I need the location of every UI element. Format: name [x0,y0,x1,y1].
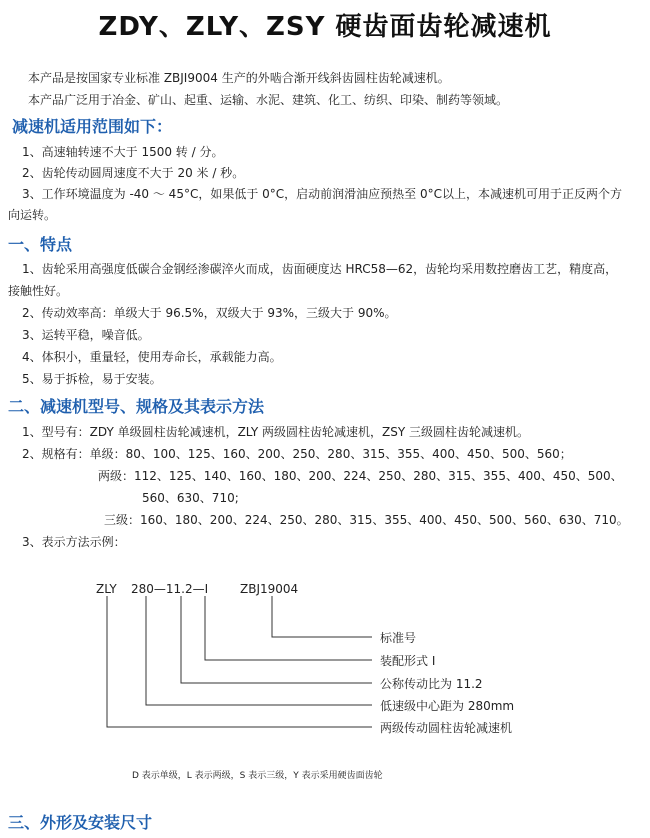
feature-item-1-cont: 接触性好。 [8,284,69,298]
feature-item-4: 4、体积小，重量轻，使用寿命长，承载能力高。 [22,350,282,364]
scope-item-1: 1、高速轴转速不大于 1500 转 / 分。 [22,145,224,159]
feature-item-5: 5、易于拆检，易于安装。 [22,372,162,386]
intro-line-1: 本产品是按国家专业标准 ZBJI9004 生产的外啮合渐开线斜齿圆柱齿轮减速机。 [28,71,450,85]
model-item-2-two-stage-cont: 560、630、710; [142,491,239,505]
features-heading: 一、特点 [8,235,73,254]
leader-line-standard [272,596,372,637]
label-center-distance: 低速级中心距为 280mm [380,699,515,713]
leader-line-assembly [205,596,372,660]
models-heading: 二、减速机型号、规格及其表示方法 [8,397,265,416]
scope-item-2: 2、齿轮传动圆周速度不大于 20 米 / 秒。 [22,166,245,180]
intro-line-2: 本产品广泛用于冶金、矿山、起重、运输、水泥、建筑、化工、纺织、印染、制药等领域。 [28,93,509,107]
designation-code-zly: ZLY [96,582,117,596]
label-ratio: 公称传动比为 11.2 [380,677,483,691]
label-type: 两级传动圆柱齿轮减速机 [380,721,513,735]
model-item-2-two-stage: 两级：112、125、140、160、180、200、224、250、280、315、355、400、450、500、 [98,469,623,483]
feature-item-2: 2、传动效率高：单级大于 96.5%，双级大于 93%，三级大于 90%。 [22,306,397,320]
designation-note: D 表示单级，L 表示两级，S 表示三级，Y 表示采用硬齿面齿轮 [132,771,383,781]
page-title: ZDY、ZLY、ZSY 硬齿面齿轮减速机 [98,12,552,42]
designation-code-standard: ZBJ19004 [240,582,299,596]
leader-line-type [107,596,372,727]
leader-line-ratio [181,596,372,683]
scope-item-3-cont: 向运转。 [8,208,57,222]
leader-line-center-distance [146,596,372,705]
label-assembly: 装配形式 I [380,654,436,668]
model-item-1: 1、型号有：ZDY 单级圆柱齿轮减速机，ZLY 两级圆柱齿轮减速机，ZSY 三级圆柱齿轮减速机。 [22,425,530,439]
model-item-2: 2、规格有：单级：80、100、125、160、200、250、280、315、355、400、450、500、560； [22,447,572,461]
feature-item-1: 1、齿轮采用高强度低碳合金钢经渗碳淬火而成，齿面硬度达 HRC58—62，齿轮均采用数控磨齿工艺，精度高， [22,262,618,276]
scope-heading: 减速机适用范围如下： [12,117,173,136]
designation-code-main: 280—11.2—I [131,582,209,596]
scope-item-3: 3、工作环境温度为 -40 ～ 45°C，如果低于 0°C，启动前润滑油应预热至 0°C以上，本减速机可用于正反两个方 [22,187,622,201]
label-standard: 标准号 [380,631,417,645]
model-item-2-three-stage: 三级：160、180、200、224、250、280、315、355、400、450、500、560、630、710。 [104,513,629,527]
model-item-3: 3、表示方法示例： [22,535,126,549]
dims-heading: 三、外形及安装尺寸 [8,813,153,832]
feature-item-3: 3、运转平稳，噪音低。 [22,328,150,342]
